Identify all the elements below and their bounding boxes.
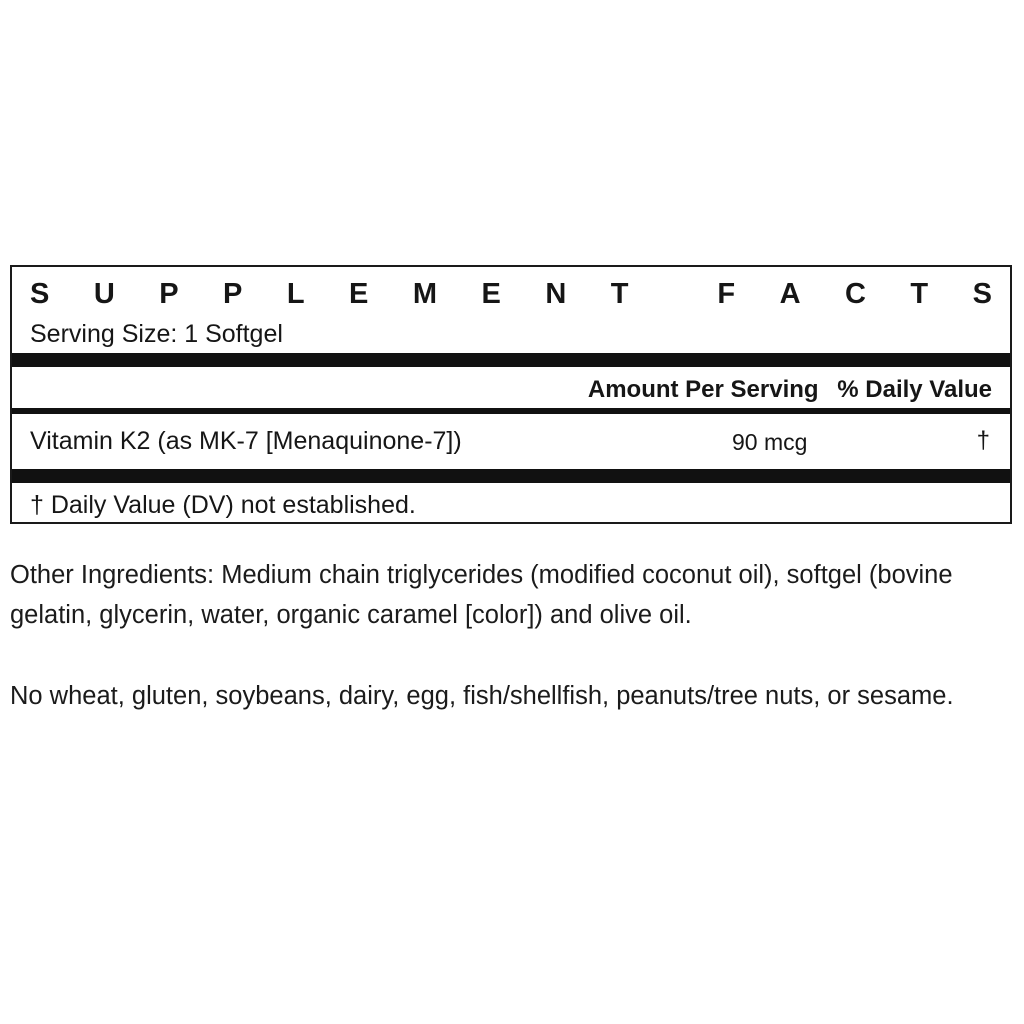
- title-letter: M: [412, 277, 438, 310]
- title-letter: P: [159, 277, 179, 310]
- serving-size: Serving Size: 1 Softgel: [30, 320, 283, 348]
- medium-divider: [12, 408, 1010, 414]
- title-letter: P: [223, 277, 243, 310]
- title-letter: F: [717, 277, 736, 310]
- title-letter: E: [349, 277, 369, 310]
- thick-divider: [12, 353, 1010, 367]
- title-letter: A: [779, 277, 801, 310]
- daily-value-header: % Daily Value: [837, 376, 992, 403]
- title-letter: S: [972, 277, 992, 310]
- supplement-facts-panel: [10, 265, 1012, 524]
- title-letter: T: [910, 277, 929, 310]
- thick-divider-bottom: [12, 469, 1010, 483]
- title-letter: C: [845, 277, 866, 310]
- nutrient-amount: 90 mcg: [732, 429, 808, 455]
- column-headers: [588, 373, 992, 407]
- title-letter: E: [481, 277, 501, 310]
- amount-per-serving-header: Amount Per Serving: [587, 376, 819, 403]
- nutrient-daily-value: †: [976, 427, 990, 454]
- title-letter: S: [30, 277, 50, 310]
- daily-value-footnote: † Daily Value (DV) not established.: [30, 491, 416, 519]
- panel-title: [30, 274, 992, 314]
- allergen-statement-text: No wheat, gluten, soybeans, dairy, egg, fish/shellfish, peanuts/tree nuts, or sesame.: [10, 682, 954, 710]
- title-letter: U: [93, 277, 115, 310]
- title-letter: L: [286, 277, 305, 310]
- nutrient-name: Vitamin K2 (as MK-7 [Menaquinone-7]): [30, 427, 462, 455]
- other-ingredients-text: Other Ingredients: Medium chain triglycerides (modified coconut oil), softgel (bovine gelatin, glycerin, water, organic caramel [color]) and olive oil.: [10, 561, 953, 629]
- title-letter: T: [610, 277, 629, 310]
- title-letter: N: [545, 277, 567, 310]
